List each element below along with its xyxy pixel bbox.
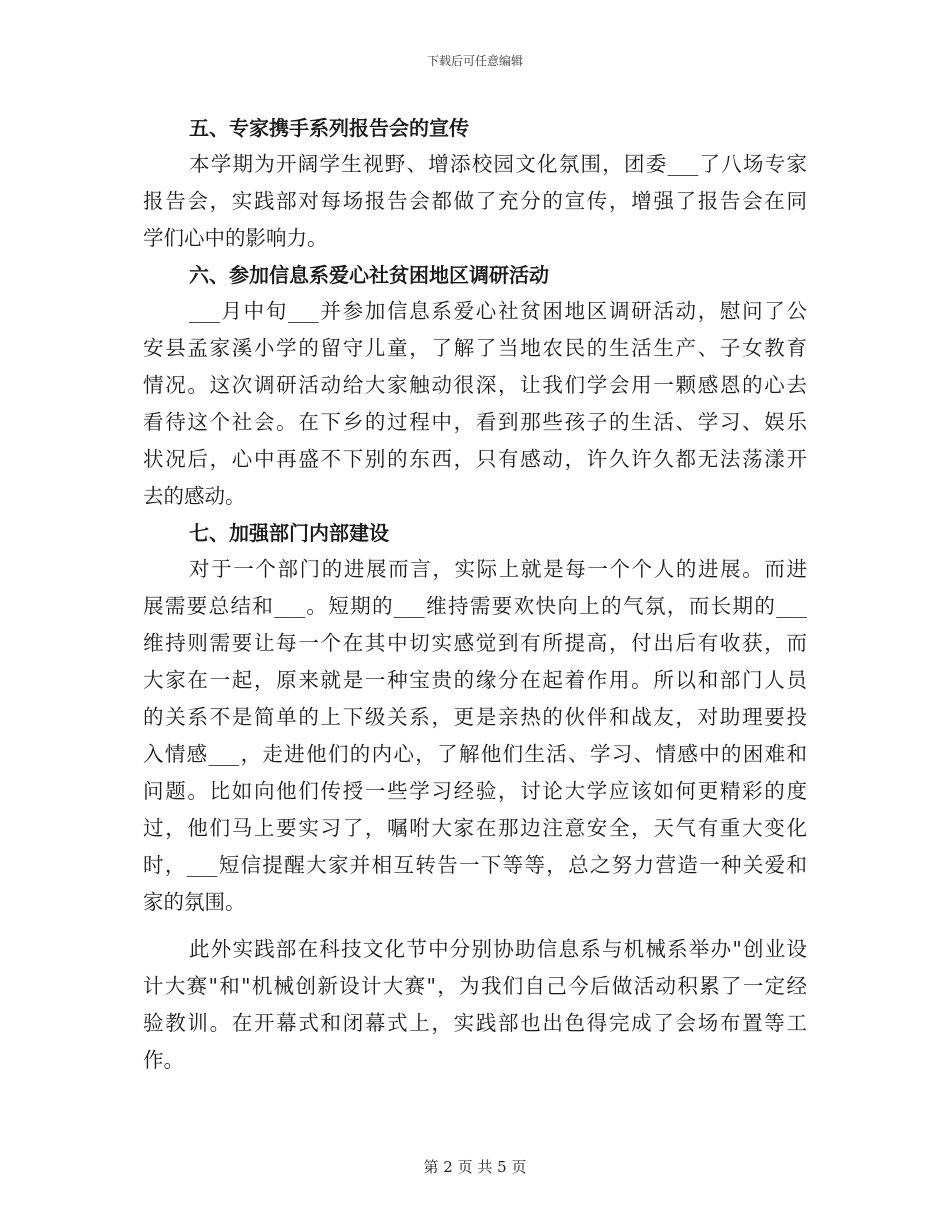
text-line: 维持则需要让每一个在其中切实感觉到有所提高，付出后有收获，而	[143, 631, 807, 655]
text-line: 过，他们马上要实习了，嘱咐大家在那边注意安全，天气有重大变化	[143, 816, 807, 840]
text-line: 展需要总结和___。短期的___维持需要欢快向上的气氛，而长期的___	[143, 594, 807, 618]
page-footer: 第 2 页 共 5 页	[423, 1158, 527, 1176]
text-line: 验教训。在开幕式和闭幕式上，实践部也出色得完成了会场布置等工	[143, 1011, 807, 1035]
paragraph	[143, 293, 807, 515]
text-line: ___月中旬___并参加信息系爱心社贫困地区调研活动，慰问了公	[189, 299, 807, 323]
paragraph	[143, 146, 807, 257]
page-header: 下载后可任意编辑	[426, 54, 523, 68]
paragraph	[143, 551, 807, 921]
text-line: 去的感动。	[143, 484, 246, 508]
text-line: 报告会，实践部对每场报告会都做了充分的宣传，增强了报告会在同	[143, 189, 807, 213]
text-line: 状况后，心中再盛不下别的东西，只有感动，许久许久都无法荡漾开	[143, 447, 807, 471]
text-line: 时，___短信提醒大家并相互转告一下等等，总之努力营造一种关爱和	[143, 853, 807, 877]
text-line: 对于一个部门的进展而言，实际上就是每一个个人的进展。而进	[189, 557, 807, 581]
text-line: 作。	[143, 1048, 184, 1072]
paragraph	[143, 931, 807, 1079]
text-line: 入情感___，走进他们的内心，了解他们生活、学习、情感中的困难和	[143, 742, 807, 766]
text-line: 大家在一起，原来就是一种宝贵的缘分在起着作用。所以和部门人员	[143, 668, 807, 692]
text-line: 看待这个社会。在下乡的过程中，看到那些孩子的生活、学习、娱乐	[143, 410, 807, 434]
text-line: 本学期为开阔学生视野、增添校园文化氛围，团委___了八场专家	[189, 152, 807, 176]
text-line: 安县孟家溪小学的留守儿童，了解了当地农民的生活生产、子女教育	[143, 336, 807, 360]
document-body	[143, 110, 807, 1079]
section-heading: 六、参加信息系爱心社贫困地区调研活动	[189, 263, 549, 287]
text-line: 情况。这次调研活动给大家触动很深，让我们学会用一颗感恩的心去	[143, 373, 807, 397]
text-line: 此外实践部在科技文化节中分别协助信息系与机械系举办"创业设	[189, 937, 807, 961]
text-line: 家的氛围。	[143, 890, 246, 914]
section-5	[143, 110, 807, 257]
section-6	[143, 257, 807, 515]
text-line: 的关系不是简单的上下级关系，更是亲热的伙伴和战友，对助理要投	[143, 705, 807, 729]
section-heading: 五、专家携手系列报告会的宣传	[189, 116, 469, 140]
text-line: 学们心中的影响力。	[143, 226, 328, 250]
text-line: 问题。比如向他们传授一些学习经验，讨论大学应该如何更精彩的度	[143, 779, 807, 803]
text-line: 计大赛"和"机械创新设计大赛"，为我们自己今后做活动积累了一定经	[143, 974, 807, 998]
section-heading: 七、加强部门内部建设	[189, 521, 389, 545]
section-7	[143, 515, 807, 1079]
